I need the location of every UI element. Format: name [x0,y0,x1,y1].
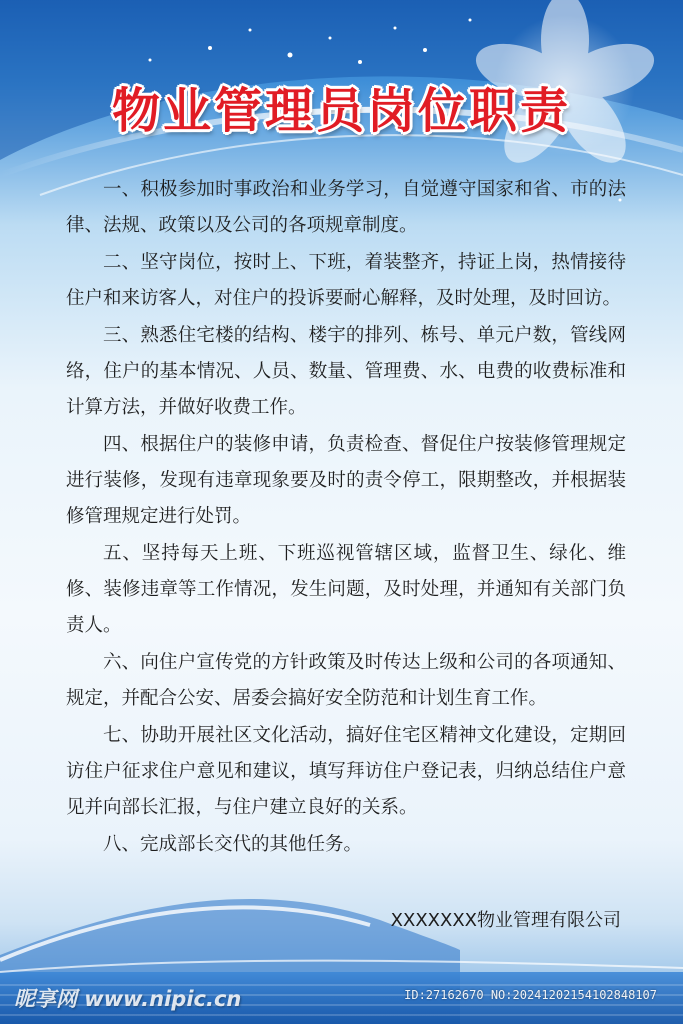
duty-item: 四、根据住户的装修申请，负责检查、督促住户按装修管理规定进行装修，发现有违章现象要及时的责令停工，限期整改，并根据装修管理规定进行处罚。 [66,434,626,527]
company-name: XXXXXXX物业管理有限公司 [390,910,621,931]
duty-item: 一、积极参加时事政治和业务学习，自觉遵守国家和省、市的法律、法规、政策以及公司的各项规章制度。 [66,179,626,236]
duty-item: 七、协助开展社区文化活动，搞好住宅区精神文化建设，定期回访住户征求住户意见和建议，填写拜访住户登记表，归纳总结住户意见并向部长汇报，与住户建立良好的关系。 [66,725,626,818]
watermark-logo: 昵享网 www.nipic.cn [14,987,242,1011]
duty-item: 三、熟悉住宅楼的结构、楼宇的排列、栋号、单元户数，管线网络，住户的基本情况、人员、数量、管理费、水、电费的收费标准和计算方法，并做好收费工作。 [66,325,626,418]
duty-item: 六、向住户宣传党的方针政策及时传达上级和公司的各项通知、规定，并配合公安、居委会搞好安全防范和计划生育工作。 [66,652,626,709]
duty-item: 五、坚持每天上班、下班巡视管辖区域，监督卫生、绿化、维修、装修违章等工作情况，发生问题，及时处理，并通知有关部门负责人。 [66,543,626,636]
duties-list [66,172,626,864]
watermark-id: ID:27162670 NO:20241202154102848107 [404,988,657,1002]
duty-item: 二、坚守岗位，按时上、下班，着装整齐，持证上岗，热情接待住户和来访客人，对住户的投诉要耐心解释，及时处理，及时回访。 [66,252,626,309]
page-title: 物业管理员岗位职责 [111,83,571,139]
duty-item: 八、完成部长交代的其他任务。 [103,834,363,855]
